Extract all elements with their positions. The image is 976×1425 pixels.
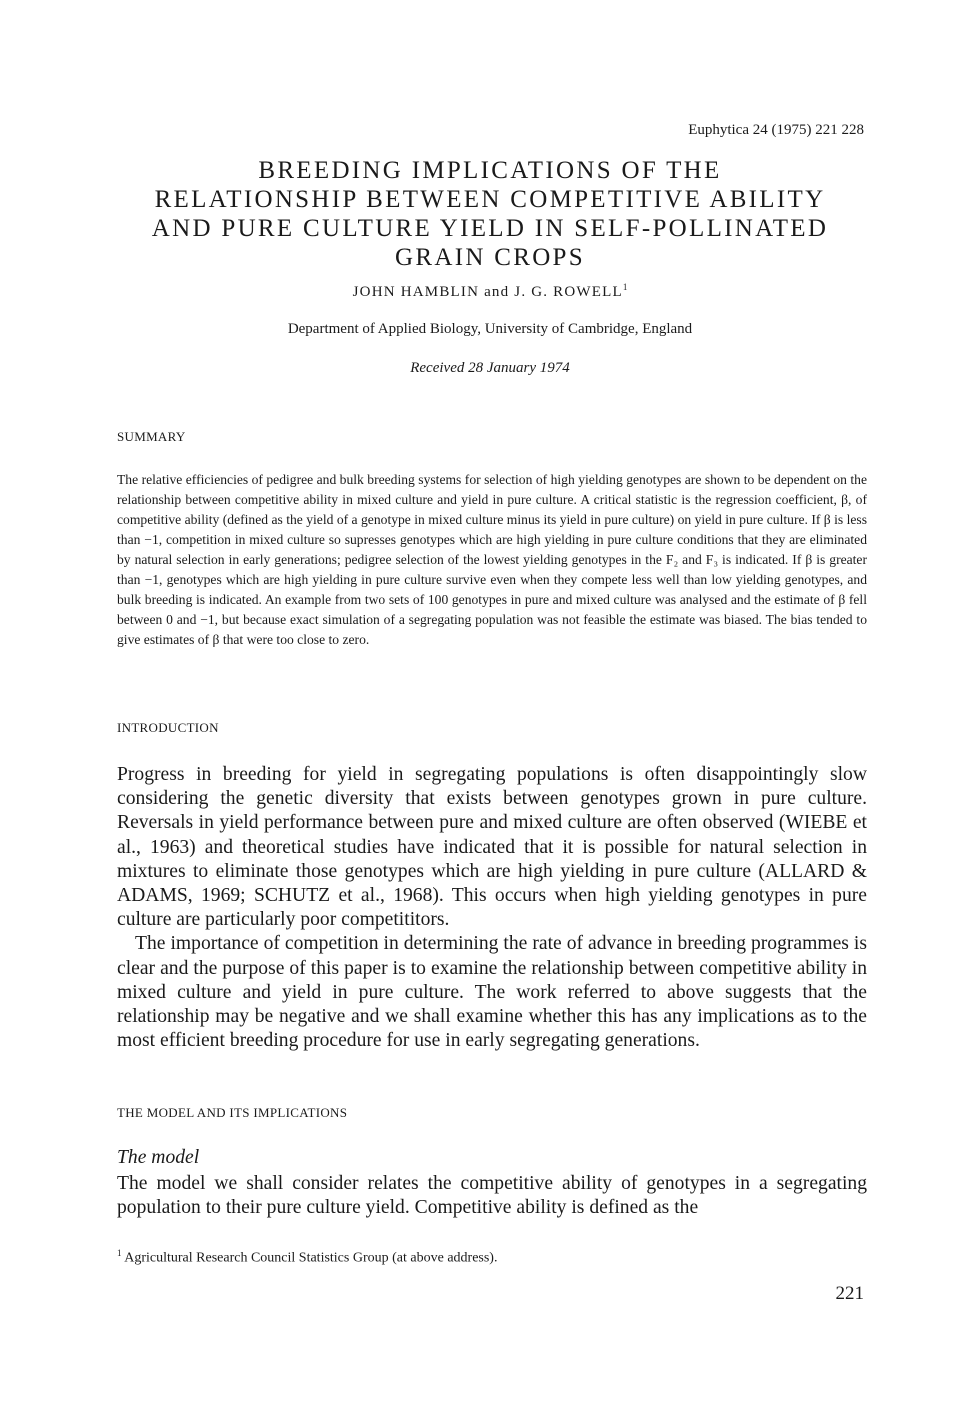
- title-line: RELATIONSHIP BETWEEN COMPETITIVE ABILITY: [154, 186, 826, 213]
- affiliation: Department of Applied Biology, University of Cambridge, England: [287, 321, 693, 337]
- footnote: [117, 1248, 497, 1267]
- journal-reference: Euphytica 24 (1975) 221 228: [688, 122, 864, 138]
- model-text: The model we shall consider relates the competitive ability of genotypes in a segregating population to their pure culture yield. Competitive ability is defined as the: [117, 1173, 867, 1219]
- title-line: BREEDING IMPLICATIONS OF THE: [258, 157, 722, 184]
- article-title: [100, 156, 880, 272]
- introduction-body: [117, 763, 867, 1053]
- summary-heading: SUMMARY: [117, 429, 186, 444]
- summary-text: The relative efficiencies of pedigree and bulk breeding systems for selection of high yielding genotypes are shown to be dependent on the relationship between competitive ability in mixed culture and yield in pure culture. A critical statistic is the regression coefficient, β, of competitive ability (defined as the yield of a genotype in mixed culture minus its yield in pure culture) on yield in pure culture. If β is less than −1, competition in mixed culture so supresses genotypes which are high yielding in pure culture conditions that they are eliminated by natural selection in early generations; pedigree selection of the lowest yielding genotypes in the F₂ and F₃ is indicated. If β is greater than −1, genotypes which are high yielding in pure culture survive even when they compete less well than low yielding genotypes, and bulk breeding is indicated. An example from two sets of 100 genotypes in pure and mixed culture was analysed and the estimate of β fell between 0 and −1, but because exact simulation of a segregating population was not feasible the estimate was biased. The bias tended to give estimates of β that were too close to zero.: [117, 472, 867, 647]
- author-footnote-mark: 1: [622, 282, 628, 292]
- title-line: GRAIN CROPS: [395, 244, 585, 271]
- footnote-text: Agricultural Research Council Statistics Group (at above address).: [124, 1250, 498, 1266]
- introduction-paragraph: Progress in breeding for yield in segregating populations is often disappointingly slow considering the genetic diversity that exists between genotypes grown in pure culture. Reversals in yield performance between pure and mixed culture are often observed (WIEBE et al., 1963) and theoretical studies have indicated that it is possible for natural selection in mixtures to eliminate those genotypes which are high yielding in pure culture (ALLARD & ADAMS, 1969; SCHUTZ et al., 1968). This occurs when high yielding genotypes in pure culture are particularly poor competititors.: [117, 764, 867, 931]
- title-line: AND PURE CULTURE YIELD IN SELF-POLLINATED: [151, 215, 829, 242]
- introduction-paragraph: The importance of competition in determining the rate of advance in breeding programmes is clear and the purpose of this paper is to examine the relationship between competitive ability in mixed culture and yield in pure culture. The work referred to above suggests that the relationship may be negative and we shall examine whether this has any implications as to the most efficient breeding procedure for use in early segregating generations.: [117, 933, 867, 1052]
- footnote-mark: 1: [117, 1248, 122, 1258]
- author-line: [100, 282, 880, 301]
- authors: JOHN HAMBLIN and J. G. ROWELL: [352, 284, 623, 300]
- introduction-heading: INTRODUCTION: [117, 720, 219, 735]
- model-section-heading: THE MODEL AND ITS IMPLICATIONS: [117, 1105, 348, 1120]
- received-date: Received 28 January 1974: [410, 360, 570, 376]
- model-subheading: The model: [117, 1147, 200, 1168]
- page-number: 221: [835, 1283, 864, 1304]
